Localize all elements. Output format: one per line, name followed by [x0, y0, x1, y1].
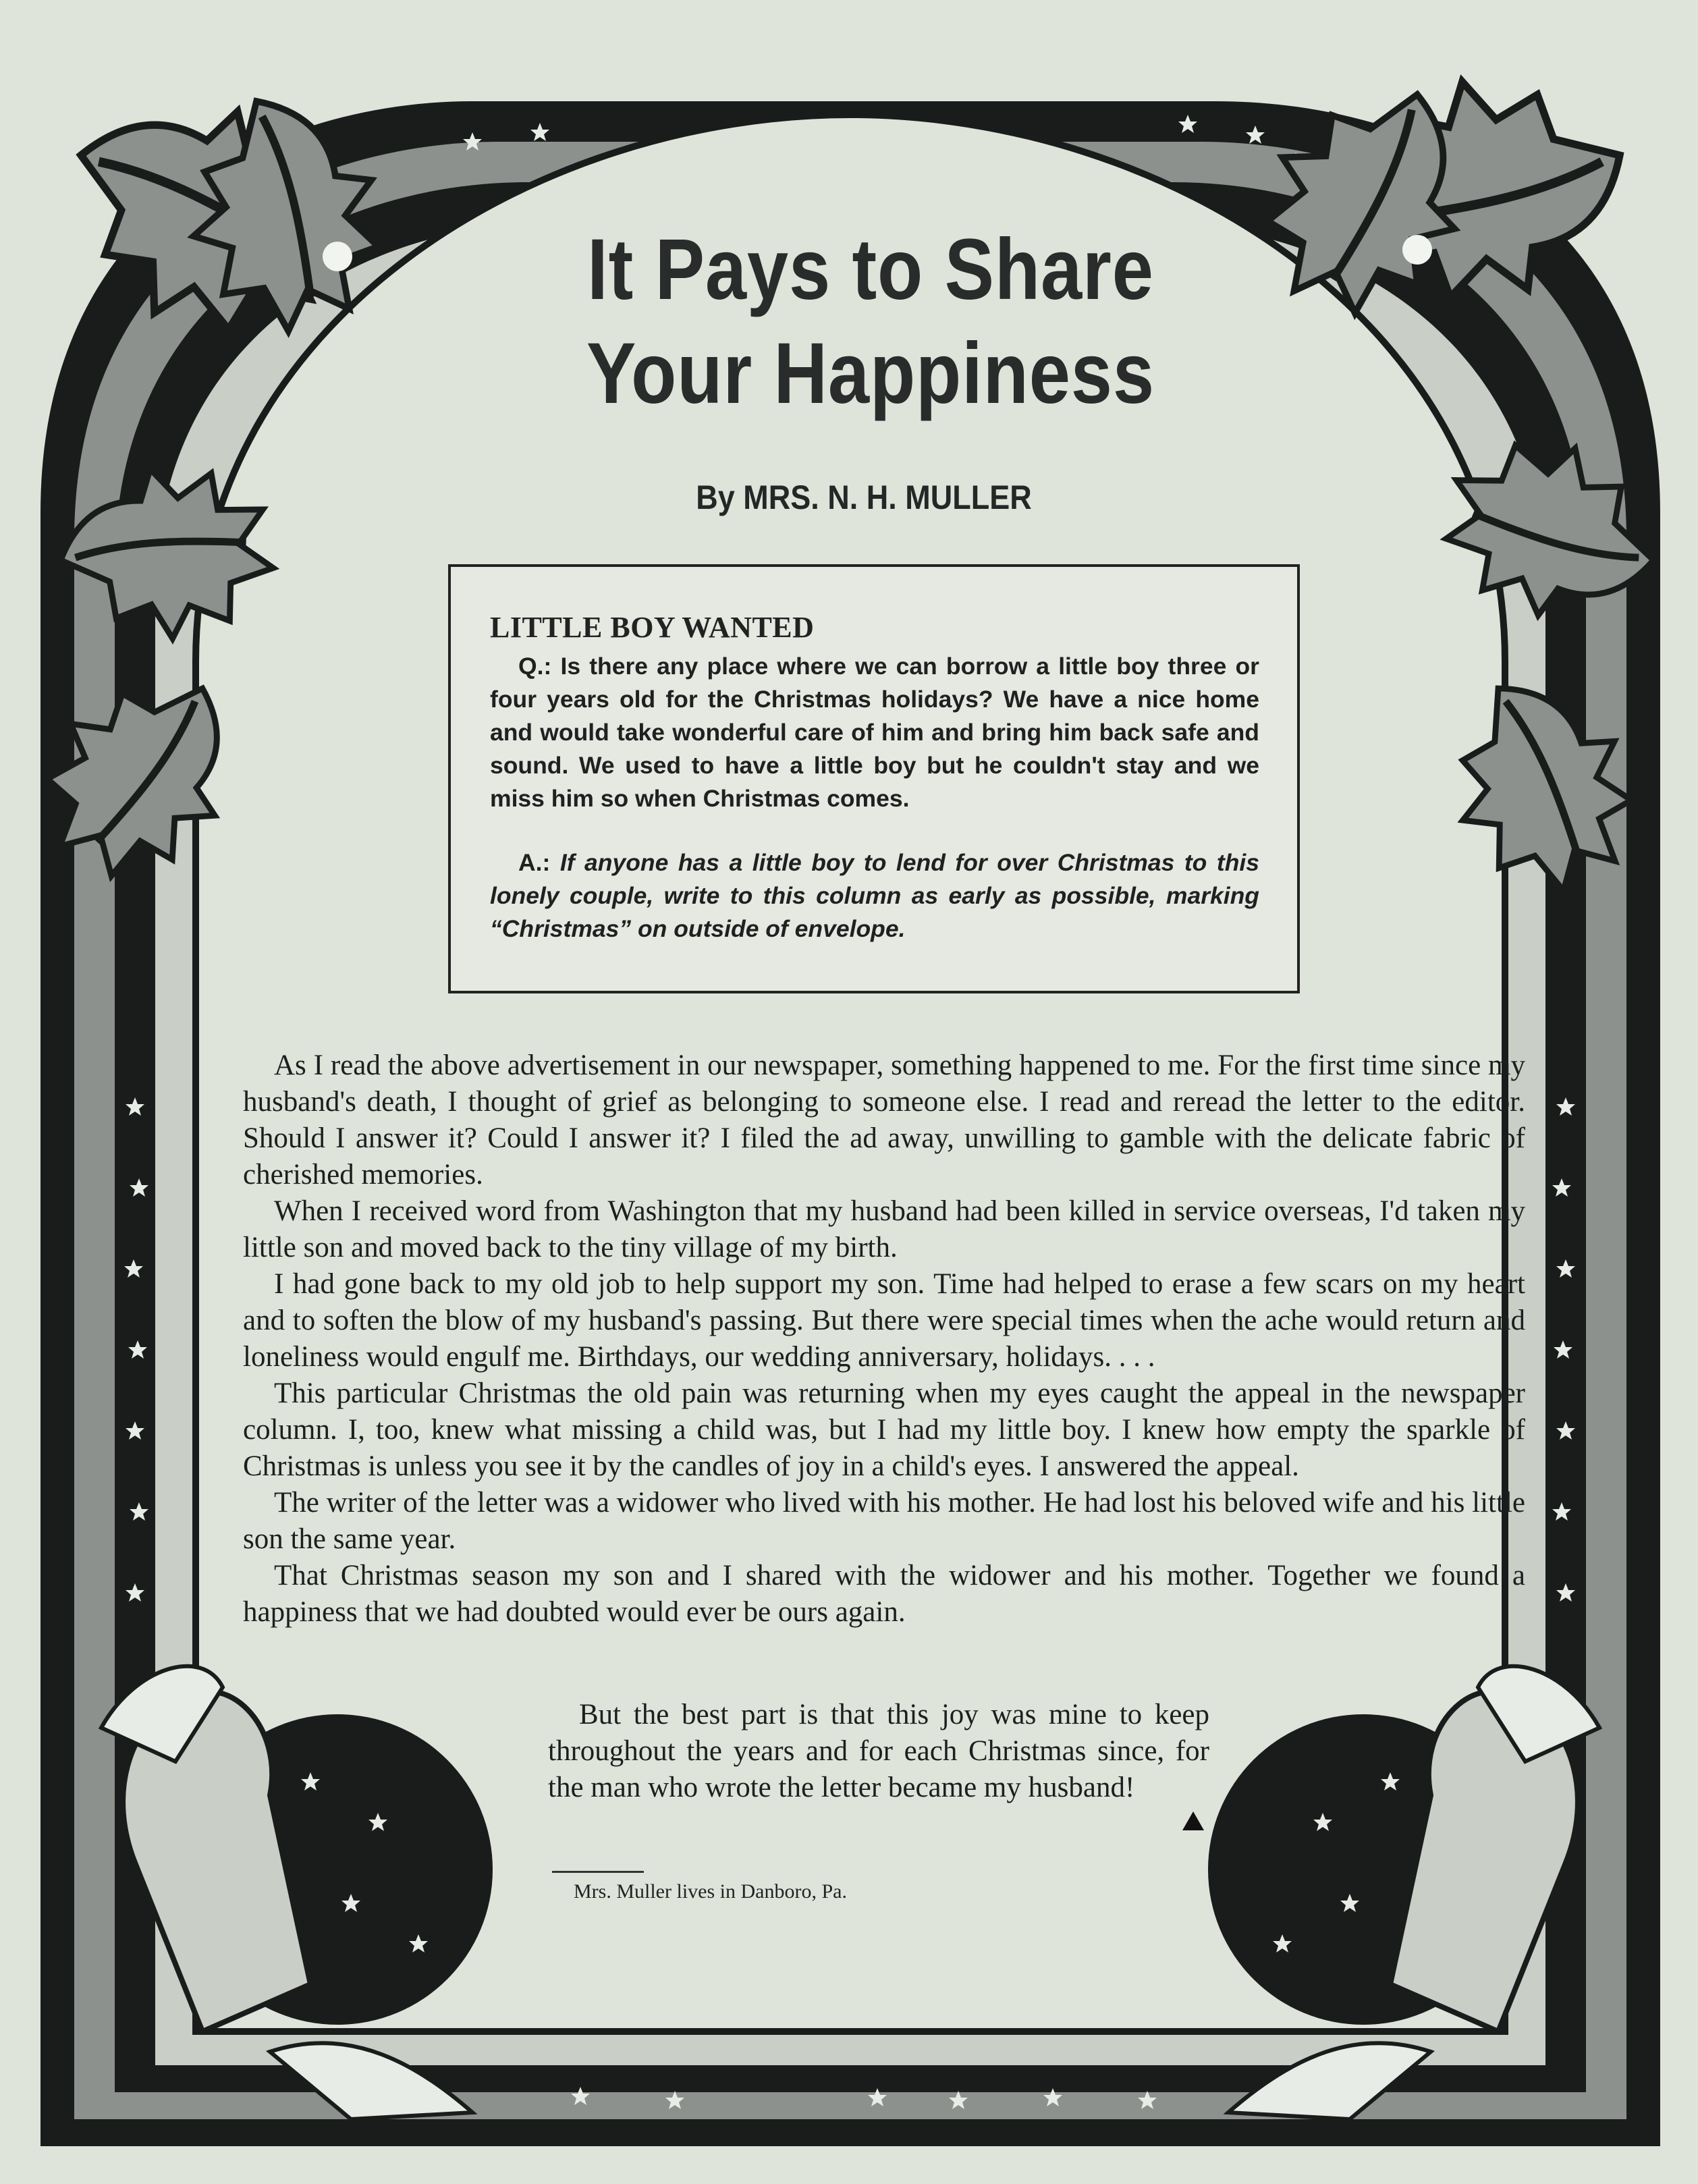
answer-body: If anyone has a little boy to lend for over Christmas to this lonely couple, write to this column as early as possible, marking “Christmas” on outside of envelope.	[490, 849, 1259, 942]
divider	[552, 1871, 644, 1873]
question-label: Q.:	[518, 653, 552, 680]
letter-box	[448, 564, 1300, 993]
body-paragraph: The writer of the letter was a widower who lived with his mother. He had lost his beloved wife and his little son the same year.	[243, 1487, 1525, 1555]
article-title-line-1: It Pays to Share	[587, 221, 1154, 318]
question-text	[490, 650, 1259, 815]
body-paragraph: When I received word from Washington that my husband had been killed in service overseas, I'd taken my little son and moved back to the tiny village of my birth.	[243, 1195, 1525, 1263]
article-body	[243, 1047, 1525, 1631]
closing-paragraph: But the best part is that this joy was mine to keep throughout the years and for each Christmas since, for the man who wrote the letter became my husband!	[548, 1699, 1209, 1803]
question-body: Is there any place where we can borrow a little boy three or four years old for the Christmas holidays? We have a nice home and would take wonderful care of him and bring him back safe and sound. We used to have a little boy but he couldn't stay and we miss him so when Christmas comes.	[490, 653, 1259, 812]
body-paragraph: I had gone back to my old job to help support my son. Time had helped to erase a few scars on my heart and to soften the blow of my husband's passing. But there were special times when the ache would return and loneliness would engulf me. Birthdays, our wedding anniversary, holidays. . . .	[243, 1268, 1525, 1373]
answer-text	[490, 846, 1259, 946]
body-paragraph: This particular Christmas the old pain was returning when my eyes caught the appeal in the newspaper column. I, too, knew what missing a child was, but I had my little boy. I knew how empty the sparkle of Christmas is unless you see it by the candles of joy in a child's eyes. I answered the appeal.	[243, 1377, 1525, 1482]
closing-paragraph-block	[548, 1697, 1209, 1806]
body-paragraph: That Christmas season my son and I shared with the widower and his mother. Together we found a happiness that we had doubted would ever be ours again.	[243, 1560, 1525, 1628]
byline: By MRS. N. H. MULLER	[696, 479, 1032, 516]
end-mark-icon	[1182, 1811, 1204, 1830]
article-title-line-2: Your Happiness	[586, 325, 1155, 422]
answer-label: A.:	[518, 849, 551, 876]
letter-heading: LITTLE BOY WANTED	[490, 611, 815, 644]
body-paragraph: As I read the above advertisement in our newspaper, something happened to me. For the first time since my husband's death, I thought of grief as belonging to someone else. I read and reread the letter to the editor. Should I answer it? Could I answer it? I filed the ad away, unwilling to gamble with the delicate fabric of cherished memories.	[243, 1049, 1525, 1191]
author-credit: Mrs. Muller lives in Danboro, Pa.	[574, 1880, 847, 1903]
